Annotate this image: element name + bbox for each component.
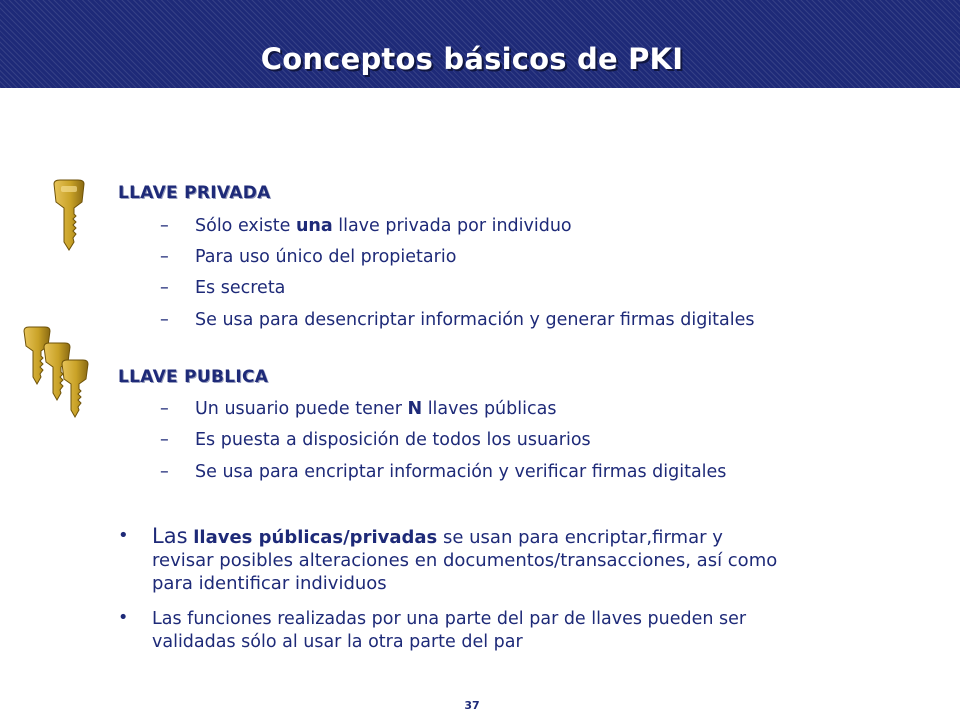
keys-icon bbox=[22, 326, 94, 418]
private-key-heading: LLAVE PRIVADA bbox=[118, 183, 271, 203]
bullet-item: • Las funciones realizadas por una parte del par de llaves pueden ser validadas sólo al usar la otra parte del par bbox=[118, 608, 747, 652]
slide-title: Conceptos básicos de PKI bbox=[260, 42, 684, 76]
page-number: 37 bbox=[464, 699, 480, 712]
public-key-heading: LLAVE PUBLICA bbox=[118, 367, 269, 387]
bullet-item: • Las llaves públicas/privadas se usan para encriptar,firmar y revisar posibles alteraciones en documentos/transacciones, así como para identificar individuos bbox=[118, 524, 778, 594]
key-icon bbox=[52, 178, 86, 252]
